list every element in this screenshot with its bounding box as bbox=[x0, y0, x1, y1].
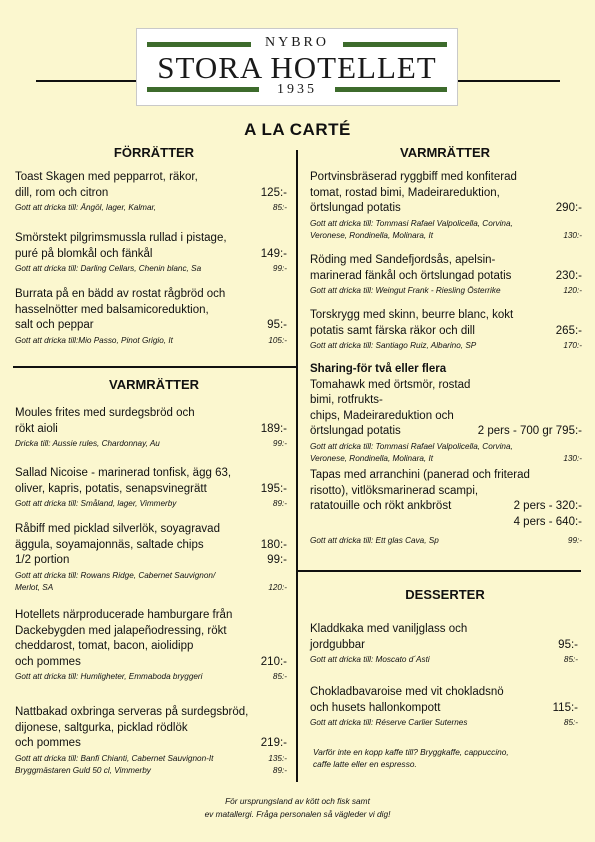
dish-name: Burrata på en bädd av rostat rågbröd och hasselnötter med balsamicoreduktion, salt och peppar bbox=[15, 288, 226, 331]
drink-price: 85:- bbox=[272, 203, 287, 212]
drink-price: 170:- bbox=[563, 341, 582, 350]
dish-price: 2 pers - 700 gr 795:- bbox=[477, 425, 582, 437]
drink-pairing: Gott att dricka till: Moscato d´Asti bbox=[310, 655, 430, 664]
allergy-footer: För ursprungsland av kött och fisk samt ev matallergi. Fråga personalen så vägleder vi dig! bbox=[204, 796, 391, 819]
menu-item bbox=[310, 253, 582, 297]
drink-price: 85:- bbox=[272, 672, 287, 681]
section-title-mains-right: VARMRÄTTER bbox=[399, 145, 491, 160]
header-line-left bbox=[36, 80, 136, 82]
drink-price: 99:- bbox=[272, 264, 287, 273]
dish-name: Råbiff med picklad silverlök, soyagravad äggula, soyamajonnäs, saltade chips 1/2 portion bbox=[15, 523, 220, 566]
menu-item bbox=[15, 522, 287, 594]
menu-item bbox=[15, 406, 287, 450]
dish-price: 290:- bbox=[555, 202, 582, 214]
drink-pairing: Gott att dricka till:Mio Passo, Pinot Grigio, It bbox=[15, 335, 173, 345]
drink-price: 99:- bbox=[272, 439, 287, 448]
dish-name: Moules frites med surdegsbröd och rökt aioli bbox=[15, 407, 195, 435]
dish-name: Röding med Sandefjordsås, apelsin- marinerad fänkål och örtslungad potatis bbox=[310, 254, 512, 282]
drink-pairing: Gott att dricka till: Réserve Carlier Suternes bbox=[310, 718, 468, 727]
dish-price: 210:- bbox=[260, 655, 287, 668]
dish-price: 115:- bbox=[552, 701, 578, 714]
menu-title: A LA CARTÉ bbox=[244, 120, 351, 139]
section-title-desserts: DESSERTER bbox=[405, 587, 485, 602]
drink-pairing: Gott att dricka till: Weingut Frank - Riesling Österrike bbox=[310, 286, 501, 295]
drink-price: 130:- bbox=[563, 453, 582, 463]
dish-name: Hotellets närproducerade hamburgare från Dackebygden med jalapeñodressing, rökt cheddarost, tomat, bacon, aiolidipp och pommes bbox=[15, 609, 233, 668]
sharing-title: Sharing-för två eller flera bbox=[310, 363, 447, 375]
dish-name: Toast Skagen med pepparrot, räkor, dill, rom och citron bbox=[15, 171, 198, 199]
coffee-note: Varför inte en kopp kaffe till? Bryggkaffe, cappuccino, caffe latte eller en espresso. bbox=[313, 747, 509, 769]
logo-top-word: NYBRO bbox=[264, 35, 329, 50]
menu-item bbox=[310, 685, 578, 729]
tapas-item bbox=[310, 468, 582, 547]
drink-price: 120:- bbox=[268, 582, 287, 592]
logo-year: 1935 bbox=[277, 82, 317, 97]
dish-name: Tapas med arranchini (panerad och friterad risotto), vitlöksmarinerad scampi, ratatouille och rökt ankbröst bbox=[310, 469, 530, 512]
section-title-mains-left: VARMRÄTTER bbox=[108, 377, 200, 392]
menu-item bbox=[15, 705, 287, 777]
menu-item bbox=[310, 308, 582, 352]
dish-price: 219:- bbox=[260, 737, 287, 749]
hotel-logo bbox=[136, 28, 458, 106]
column-divider-top bbox=[296, 150, 298, 370]
header-line-right bbox=[458, 80, 560, 82]
dish-price: 149:- bbox=[260, 247, 287, 260]
menu-item bbox=[310, 170, 582, 242]
drink-price: 85:- bbox=[563, 718, 578, 727]
drink-pairing: Gott att dricka till: Tommasi Rafael Valpolicella, Corvina, Veronese, Rondinella, Molinara, It bbox=[310, 441, 513, 463]
dish-name: Tomahawk med örtsmör, rostad bimi, rotfrukts- chips, Madeirareduktion och örtslungad potatis bbox=[310, 378, 471, 437]
drink-pairing: Gott att dricka till: Banfi Chianti, Cabernet Sauvignon-It Bryggmästaren Guld 50 cl, Vimmerby bbox=[15, 753, 214, 775]
dish-price: 180:- 99:- bbox=[260, 538, 287, 566]
logo-name: STORA HOTELLET bbox=[157, 50, 437, 85]
drink-pairing: Gott att dricka till: Darling Cellars, Chenin blanc, Sa bbox=[15, 264, 202, 273]
dish-price: 95:- bbox=[558, 638, 578, 651]
drink-pairing: Gott att dricka till: Rowans Ridge, Cabernet Sauvignon/ Merlot, SA bbox=[15, 570, 216, 592]
section-divider-right bbox=[296, 570, 581, 572]
drink-pairing: Gott att dricka till: Humligheter, Emmaboda bryggeri bbox=[15, 672, 203, 681]
dish-name: Nattbakad oxbringa serveras på surdegsbröd, dijonese, saltgurka, picklad rödlök och pommes bbox=[15, 706, 249, 749]
drink-pairing: Dricka till: Aussie rules, Chardonnay, Au bbox=[15, 439, 160, 448]
dish-name: Torskrygg med skinn, beurre blanc, kokt potatis samt färska räkor och dill bbox=[310, 309, 514, 337]
menu-item bbox=[15, 170, 287, 214]
dish-price: 230:- bbox=[555, 269, 582, 282]
column-divider-bottom bbox=[296, 367, 298, 782]
drink-pairing: Gott att dricka till: Småland, lager, Vimmerby bbox=[15, 499, 177, 508]
drink-pairing: Gott att dricka till: Santiago Ruiz, Albarino, SP bbox=[310, 341, 477, 350]
section-divider-left bbox=[13, 366, 298, 368]
menu-item bbox=[15, 231, 287, 275]
drink-price: 89:- bbox=[272, 499, 287, 508]
section-title-starters: FÖRRÄTTER bbox=[113, 145, 195, 160]
menu-item bbox=[310, 622, 578, 666]
drink-price: 85:- bbox=[563, 655, 578, 664]
drink-pairing: Gott att dricka till: Tommasi Rafael Valpolicella, Corvina, Veronese, Rondinella, Molinara, It bbox=[310, 218, 513, 240]
drink-price: 135:- 89:- bbox=[268, 753, 287, 775]
dish-name: Portvinsbräserad ryggbiff med konfiterad tomat, rostad bimi, Madeirareduktion, örtslungad potatis bbox=[310, 171, 517, 214]
dish-price: 195:- bbox=[260, 482, 287, 495]
drink-price: 120:- bbox=[563, 286, 582, 295]
dish-price: 265:- bbox=[555, 324, 582, 337]
dish-name: Smörstekt pilgrimsmussla rullad i pistage, puré på blomkål och fänkål bbox=[15, 232, 227, 260]
dish-price: 125:- bbox=[260, 186, 287, 199]
menu-item bbox=[15, 287, 287, 347]
dish-price: 95:- bbox=[267, 319, 287, 331]
menu-item bbox=[15, 608, 287, 683]
dish-name: Chokladbavaroise med vit chokladsnö och husets hallonkompott bbox=[310, 686, 504, 714]
dish-price: 2 pers - 320:- 4 pers - 640:- bbox=[513, 500, 582, 528]
menu-item bbox=[15, 466, 287, 510]
drink-price: 99:- bbox=[567, 536, 582, 545]
dish-name: Kladdkaka med vaniljglass och jordgubbar bbox=[310, 623, 468, 651]
drink-price: 130:- bbox=[563, 230, 582, 240]
sharing-item bbox=[310, 362, 582, 465]
drink-price: 105:- bbox=[268, 335, 287, 345]
dish-price: 189:- bbox=[260, 422, 287, 435]
drink-pairing: Gott att dricka till: Ängöl, lager, Kalmar, bbox=[15, 203, 157, 212]
dish-name: Sallad Nicoise - marinerad tonfisk, ägg 63, oliver, kapris, potatis, senapsvinegrätt bbox=[15, 467, 232, 495]
drink-pairing: Gott att dricka till: Ett glas Cava, Sp bbox=[310, 536, 439, 545]
